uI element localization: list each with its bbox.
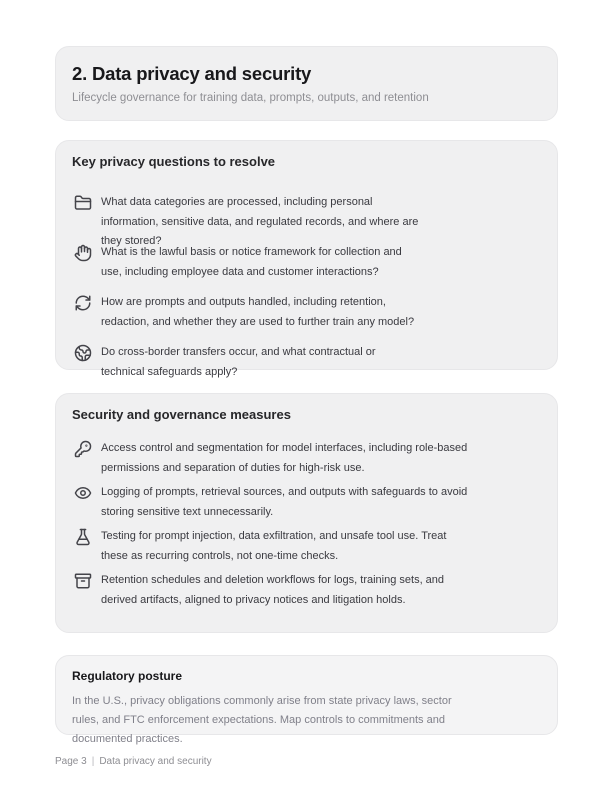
note-body: In the U.S., privacy obligations commonly arise from state privacy laws, sector rules, and FTC enforcement expectations. Map controls to commitments and documented practices.	[72, 695, 452, 745]
list-item	[74, 293, 414, 332]
page-footer	[55, 755, 212, 768]
refresh-icon	[74, 294, 92, 312]
note-title: Regulatory posture	[72, 669, 183, 683]
list-item-text: How are prompts and outputs handled, including retention, redaction, and whether they are used to further train any model?	[101, 296, 415, 328]
list-item	[74, 243, 402, 282]
list-item	[74, 527, 446, 566]
footer-doc-title: Data privacy and security	[99, 756, 212, 767]
eye-icon	[74, 484, 92, 502]
folder-icon	[74, 194, 92, 212]
list-item-text: What data categories are processed, including personal information, sensitive data, and regulated records, and where are they stored?	[101, 196, 419, 247]
footer-separator: |	[91, 756, 95, 767]
page-title: 2. Data privacy and security	[72, 63, 312, 84]
section-title: Security and governance measures	[72, 407, 291, 422]
list-item-text: What is the lawful basis or notice framework for collection and use, including employee data and customer interactions?	[101, 246, 402, 278]
section-key-privacy-questions	[55, 140, 558, 378]
page-header-card	[55, 46, 558, 121]
list-item-text: Do cross-border transfers occur, and what contractual or technical safeguards apply?	[101, 346, 376, 378]
list-item	[74, 343, 376, 382]
list-item	[74, 483, 467, 522]
list-item-text: Testing for prompt injection, data exfiltration, and unsafe tool use. Treat these as recurring controls, not one-time checks.	[101, 530, 447, 562]
page-subtitle: Lifecycle governance for training data, prompts, outputs, and retention	[72, 92, 429, 104]
section-title: Key privacy questions to resolve	[72, 154, 276, 169]
list-item-text: Retention schedules and deletion workflows for logs, training sets, and derived artifacts, aligned to privacy notices and litigation holds.	[101, 574, 445, 606]
section-security-governance	[55, 393, 558, 633]
note-regulatory-posture	[55, 655, 558, 745]
flask-icon	[74, 528, 92, 546]
page-number: Page 3	[55, 756, 87, 767]
list-item	[74, 571, 444, 610]
hand-icon	[74, 244, 92, 262]
list-item-text: Access control and segmentation for model interfaces, including role-based permissions and separation of duties for high-risk use.	[101, 442, 468, 474]
key-icon	[74, 440, 92, 458]
list-item-text: Logging of prompts, retrieval sources, and outputs with safeguards to avoid storing sensitive text unnecessarily.	[101, 486, 468, 518]
archive-icon	[74, 572, 92, 590]
globe-icon	[74, 344, 92, 362]
list-item	[74, 439, 467, 478]
